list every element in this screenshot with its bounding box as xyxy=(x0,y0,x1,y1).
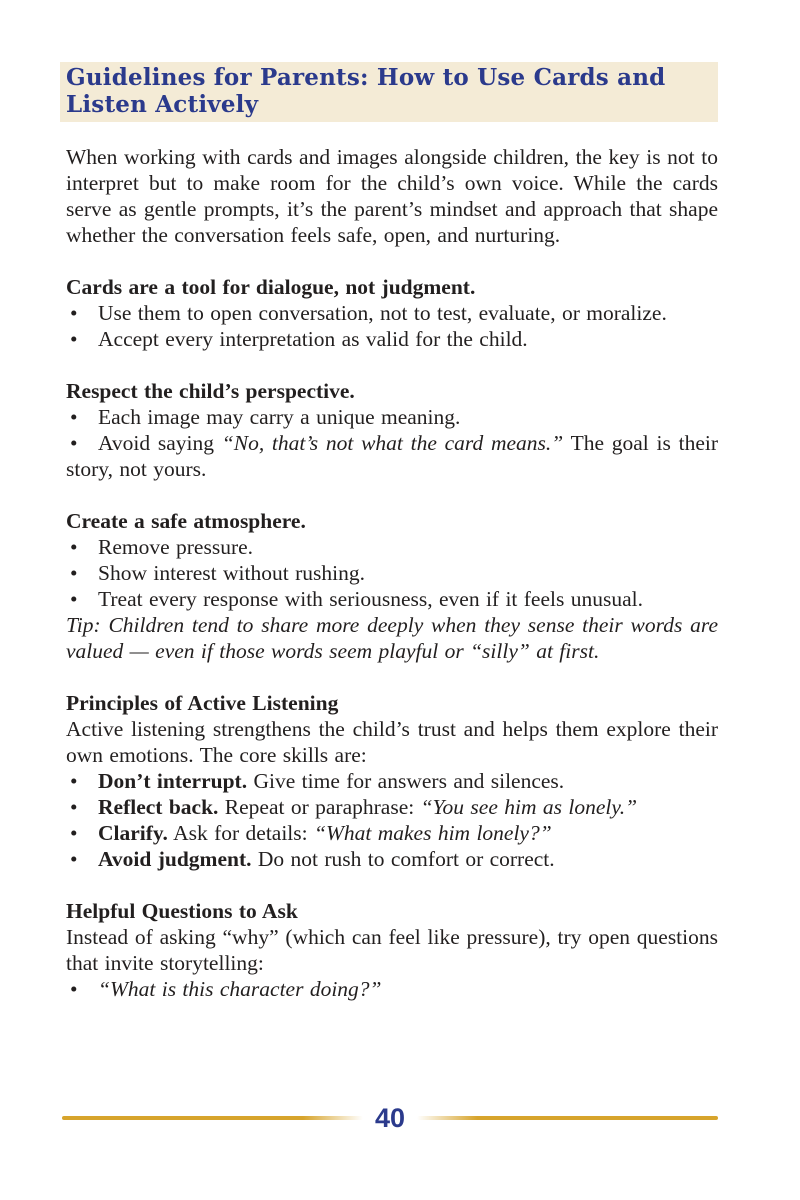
footer-rule-right xyxy=(417,1116,718,1120)
intro-paragraph: When working with cards and images alongside children, the key is not to interpret but to make room for the child’s own voice. While the cards serve as gentle prompts, it’s the parent’s mindset and approach that shape whether the conversation feels safe, open, and nurturing. xyxy=(66,145,718,247)
bullet-text: Avoid saying xyxy=(98,431,222,455)
bullet-item xyxy=(66,300,718,326)
bullet-quote: “No, that’s not what the card means.” xyxy=(221,431,564,455)
section-intro: Active listening strengthens the child’s trust and helps them explore their own emotions. The core skills are: xyxy=(66,717,718,767)
bullet-text: Use them to open conversation, not to test, evaluate, or moralize. xyxy=(98,301,667,325)
bullet-icon: • xyxy=(70,795,78,819)
bullet-icon: • xyxy=(70,535,78,559)
bullet-text: Do not rush to comfort or correct. xyxy=(251,847,555,871)
bullet-lead: Reflect back. xyxy=(98,795,219,819)
bullet-item xyxy=(66,404,718,430)
bullet-lead: Clarify. xyxy=(98,821,168,845)
footer-rule-left xyxy=(62,1116,363,1120)
bullet-item xyxy=(66,820,718,846)
section-heading: Principles of Active Listening xyxy=(66,691,339,715)
bullet-icon: • xyxy=(70,847,78,871)
bullet-lead: Avoid judgment. xyxy=(98,847,252,871)
bullet-quote: “What is this character doing?” xyxy=(98,977,382,1001)
bullet-icon: • xyxy=(70,821,78,845)
section-heading: Helpful Questions to Ask xyxy=(66,899,298,923)
bullet-item xyxy=(66,976,718,1002)
section-heading: Cards are a tool for dialogue, not judgment. xyxy=(66,275,476,299)
bullet-icon: • xyxy=(70,431,78,455)
section-helpful-questions xyxy=(66,898,718,1002)
bullet-text: Give time for answers and silences. xyxy=(247,769,565,793)
section-active-listening xyxy=(66,690,718,872)
bullet-text: Remove pressure. xyxy=(98,535,254,559)
bullet-quote: “You see him as lonely.” xyxy=(420,795,638,819)
bullet-text: Repeat or paraphrase: xyxy=(218,795,421,819)
bullet-icon: • xyxy=(70,327,78,351)
bullet-quote: “What makes him lonely?” xyxy=(314,821,552,845)
bullet-text: Show interest without rushing. xyxy=(98,561,365,585)
bullet-lead: Don’t interrupt. xyxy=(98,769,248,793)
bullet-icon: • xyxy=(70,301,78,325)
bullet-icon: • xyxy=(70,769,78,793)
bullet-item xyxy=(66,560,718,586)
bullet-item xyxy=(66,768,718,794)
page-footer xyxy=(62,1103,718,1133)
bullet-item xyxy=(66,794,718,820)
bullet-icon: • xyxy=(70,405,78,429)
bullet-icon: • xyxy=(70,977,78,1001)
section-intro: Instead of asking “why” (which can feel like pressure), try open questions that invite storytelling: xyxy=(66,925,718,975)
bullet-text: Ask for details: xyxy=(167,821,314,845)
bullet-item xyxy=(66,430,718,482)
section-cards-tool xyxy=(66,274,718,352)
section-safe-atmosphere xyxy=(66,508,718,664)
bullet-item xyxy=(66,534,718,560)
bullet-item xyxy=(66,326,718,352)
bullet-icon: • xyxy=(70,561,78,585)
bullet-text: Each image may carry a unique meaning. xyxy=(98,405,461,429)
bullet-text: Accept every interpretation as valid for the child. xyxy=(98,327,528,351)
page-title: Guidelines for Parents: How to Use Cards and Listen Actively xyxy=(60,62,718,122)
bullet-icon: • xyxy=(70,587,78,611)
tip-paragraph: Tip: Children tend to share more deeply when they sense their words are valued — even if those words seem playful or “silly” at first. xyxy=(66,613,718,663)
bullet-item xyxy=(66,846,718,872)
section-respect-perspective xyxy=(66,378,718,482)
bullet-item xyxy=(66,586,718,612)
section-heading: Respect the child’s perspective. xyxy=(66,379,355,403)
bullet-text: The goal is their story, not yours. xyxy=(66,431,718,481)
page-number: 40 xyxy=(374,1103,406,1133)
section-heading: Create a safe atmosphere. xyxy=(66,509,306,533)
bullet-text: Treat every response with seriousness, even if it feels unusual. xyxy=(98,587,643,611)
